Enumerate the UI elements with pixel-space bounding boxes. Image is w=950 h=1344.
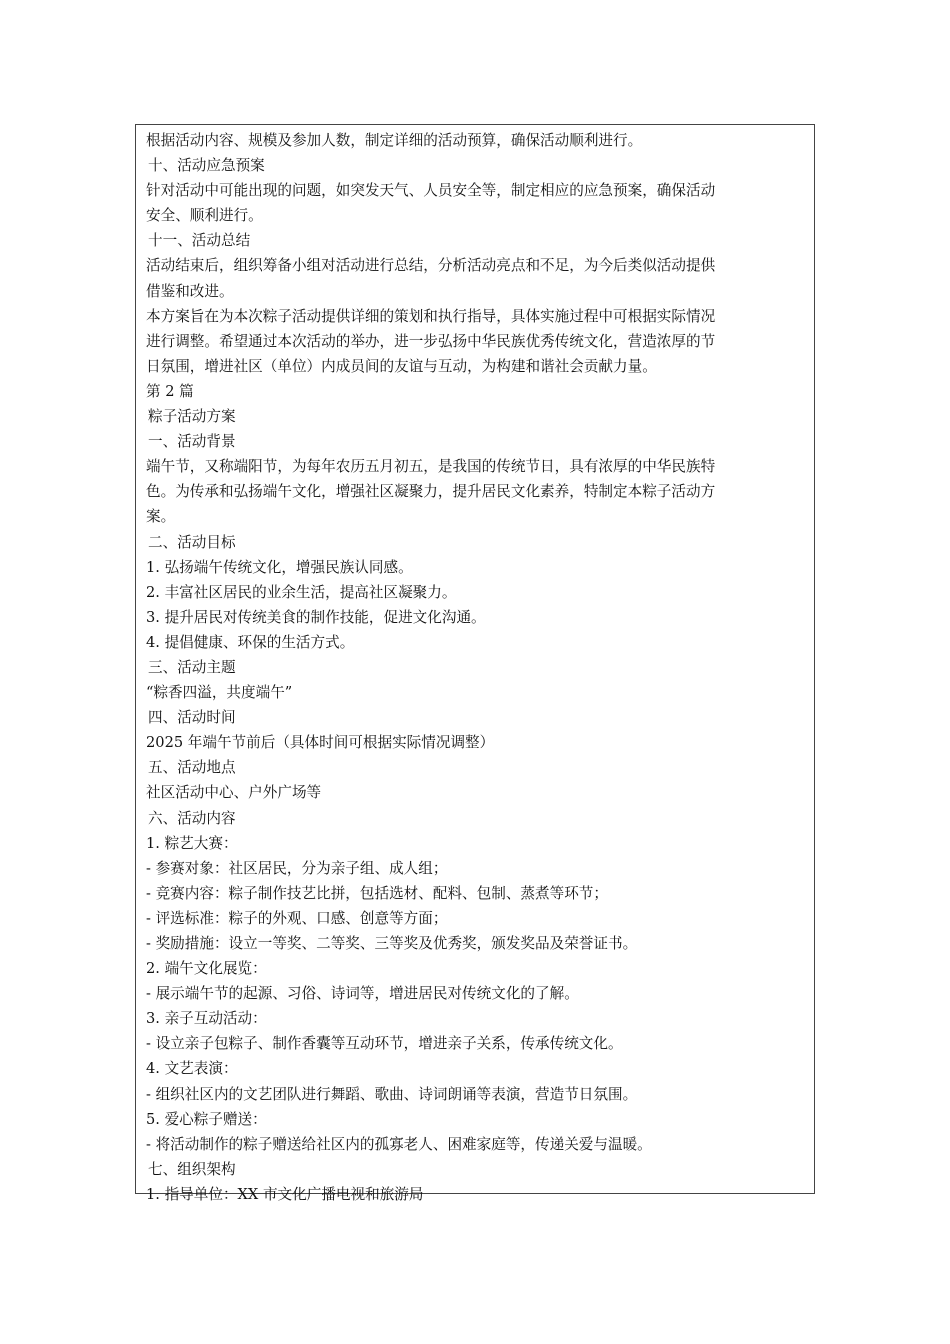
- text-line: 根据活动内容、规模及参加人数，制定详细的活动预算，确保活动顺利进行。: [146, 132, 643, 149]
- section-heading: 粽子活动方案: [148, 408, 236, 426]
- text-line: 1. 指导单位：XX 市文化广播电视和旅游局: [146, 1185, 424, 1203]
- section-heading: 二、活动目标: [148, 533, 236, 551]
- text-line: 案。: [146, 508, 176, 526]
- text-line: 安全、顺利进行。: [146, 207, 263, 225]
- text-line: - 将活动制作的粽子赠送给社区内的孤寡老人、困难家庭等，传递关爱与温暖。: [146, 1135, 652, 1153]
- text-line: “粽香四溢，共度端午”: [146, 684, 293, 702]
- text-line: 色。为传承和弘扬端午文化，增强社区凝聚力，提升居民文化素养，特制定本粽子活动方: [146, 483, 716, 501]
- text-line: - 评选标准：粽子的外观、口感、创意等方面；: [146, 909, 448, 927]
- text-line: 本方案旨在为本次粽子活动提供详细的策划和执行指导，具体实施过程中可根据实际情况: [146, 307, 716, 325]
- text-line: 4. 提倡健康、环保的生活方式。: [146, 633, 355, 651]
- document-frame: [135, 124, 815, 1203]
- text-line: 3. 亲子互动活动：: [146, 1010, 267, 1028]
- section-heading: 五、活动地点: [148, 759, 236, 777]
- text-line: - 展示端午节的起源、习俗、诗词等，增进居民对传统文化的了解。: [146, 985, 579, 1003]
- text-line: 社区活动中心、户外广场等: [146, 784, 322, 802]
- text-line: 4. 文艺表演：: [146, 1060, 238, 1078]
- text-line: 借鉴和改进。: [146, 282, 234, 300]
- text-line: 针对活动中可能出现的问题，如突发天气、人员安全等，制定相应的应急预案，确保活动: [146, 182, 716, 200]
- text-line: 2. 丰富社区居民的业余生活，提高社区凝聚力。: [146, 583, 457, 601]
- text-line: 第 2 篇: [146, 382, 194, 400]
- text-line: 1. 弘扬端午传统文化，增强民族认同感。: [146, 558, 413, 576]
- section-heading: 十、活动应急预案: [148, 157, 265, 175]
- text-line: 2025 年端午节前后（具体时间可根据实际情况调整）: [146, 734, 495, 752]
- section-heading: 七、组织架构: [148, 1160, 236, 1178]
- text-line: - 奖励措施：设立一等奖、二等奖、三等奖及优秀奖，颁发奖品及荣誉证书。: [146, 935, 638, 952]
- section-heading: 三、活动主题: [148, 658, 236, 676]
- text-line: - 竞赛内容：粽子制作技艺比拼，包括选材、配料、包制、蒸煮等环节；: [146, 884, 608, 902]
- text-line: - 参赛对象：社区居民，分为亲子组、成人组；: [146, 859, 448, 877]
- text-line: 3. 提升居民对传统美食的制作技能，促进文化沟通。: [146, 608, 486, 626]
- text-line: 端午节，又称端阳节，为每年农历五月初五，是我国的传统节日，具有浓厚的中华民族特: [146, 458, 716, 476]
- text-line: 日氛围，增进社区（单位）内成员间的友谊与互动，为构建和谐社会贡献力量。: [146, 357, 657, 375]
- text-line: 进行调整。希望通过本次活动的举办，进一步弘扬中华民族优秀传统文化，营造浓厚的节: [146, 332, 716, 350]
- text-line: 5. 爱心粽子赠送：: [146, 1110, 267, 1128]
- section-heading: 四、活动时间: [148, 709, 236, 727]
- section-heading: 十一、活动总结: [148, 232, 251, 250]
- text-line: - 设立亲子包粽子、制作香囊等互动环节，增进亲子关系，传承传统文化。: [146, 1035, 623, 1053]
- text-line: 2. 端午文化展览：: [146, 960, 267, 978]
- text-line: - 组织社区内的文艺团队进行舞蹈、歌曲、诗词朗诵等表演，营造节日氛围。: [146, 1085, 638, 1103]
- section-heading: 一、活动背景: [148, 433, 236, 451]
- section-heading: 六、活动内容: [148, 809, 236, 827]
- text-line: 活动结束后，组织筹备小组对活动进行总结，分析活动亮点和不足，为今后类似活动提供: [146, 257, 716, 275]
- text-line: 1. 粽艺大赛：: [146, 834, 238, 852]
